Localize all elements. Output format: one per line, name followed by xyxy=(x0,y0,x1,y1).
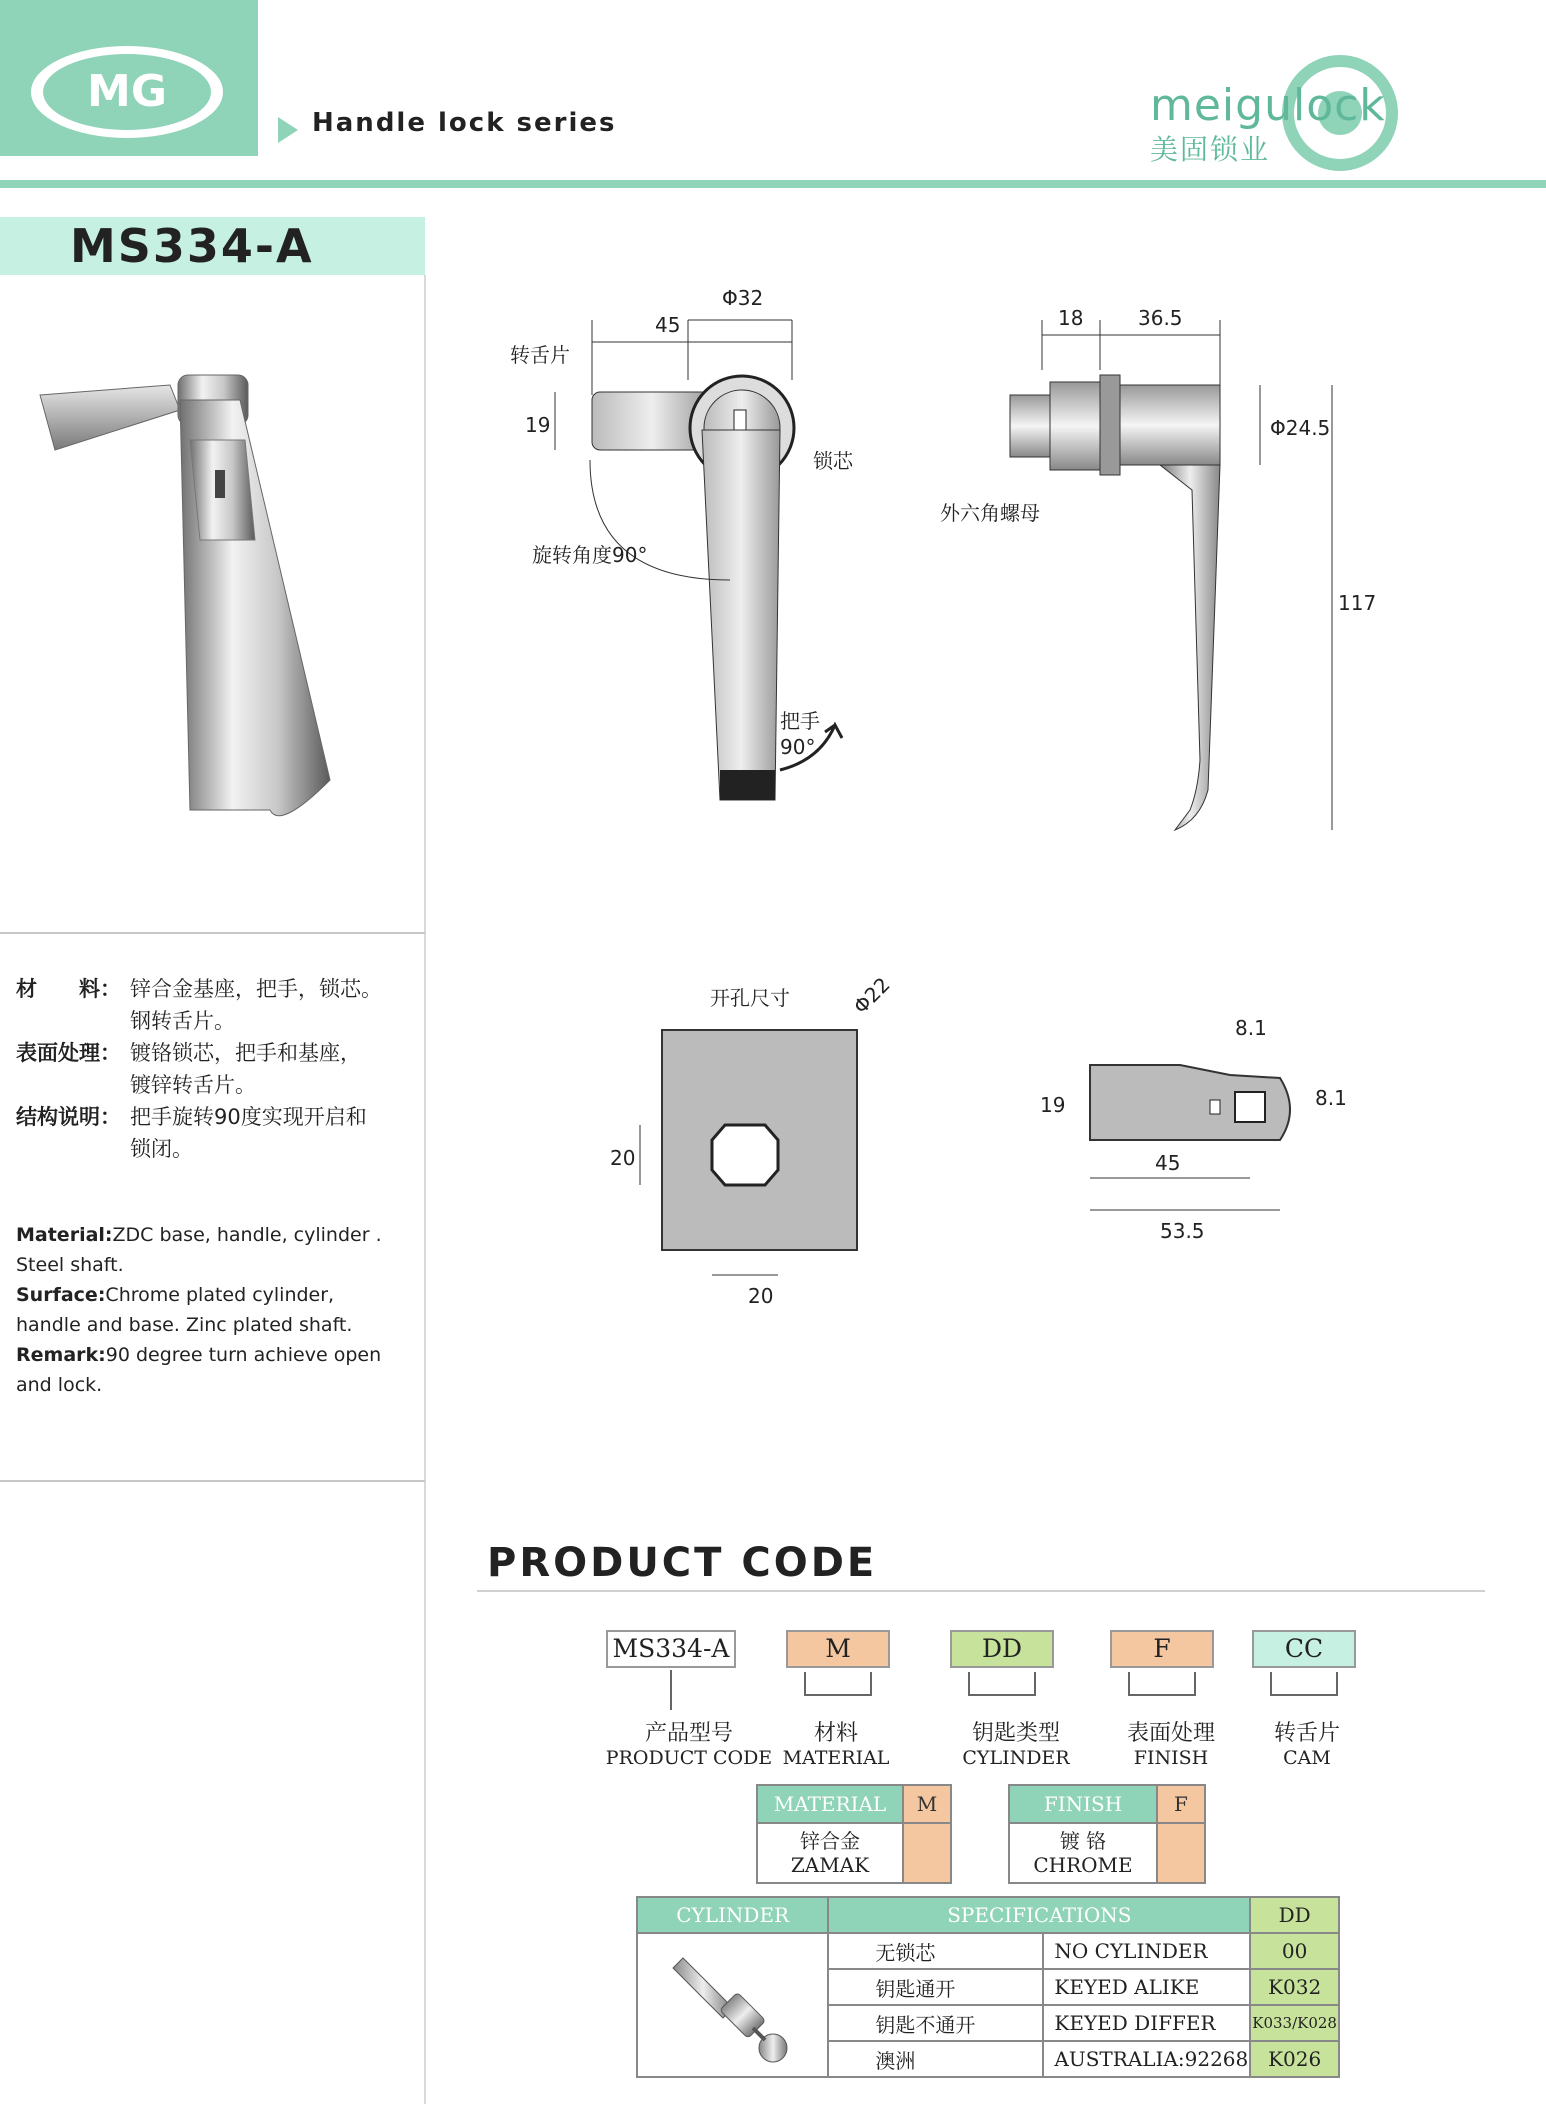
side-view-drawing xyxy=(940,290,1377,850)
column-divider xyxy=(424,275,426,2104)
table-cell: KEYED DIFFER xyxy=(1043,2005,1250,2041)
table-header: MATERIAL xyxy=(757,1785,903,1823)
cutout-drawing xyxy=(600,972,900,1315)
spec-label: Remark: xyxy=(16,1344,106,1366)
table-cell: 锌合金 ZAMAK xyxy=(757,1823,903,1883)
series-title: Handle lock series xyxy=(312,108,617,138)
dim-label: 18 xyxy=(1058,306,1084,330)
bracket xyxy=(1128,1672,1196,1696)
dim-label: 45 xyxy=(655,313,681,337)
brand-logo xyxy=(1140,50,1440,175)
dim-label: Φ22 xyxy=(848,972,895,1019)
cam-drawing xyxy=(1030,1010,1360,1250)
table-cell: K026 xyxy=(1250,2041,1339,2077)
dim-label: Φ24.5 xyxy=(1270,416,1331,440)
spec-line: 锌合金基座，把手，锁芯。 xyxy=(130,977,382,1001)
code-box-cylinder: DD xyxy=(950,1630,1054,1668)
table-header: SPECIFICATIONS xyxy=(828,1897,1250,1933)
code-box-model: MS334-A xyxy=(606,1630,736,1668)
table-header: FINISH xyxy=(1009,1785,1157,1823)
key-cylinder-image xyxy=(637,1933,828,2077)
dim-label: Φ32 xyxy=(722,286,764,310)
code-box-finish: F xyxy=(1110,1630,1214,1668)
spec-line: handle and base. Zinc plated shaft. xyxy=(16,1314,353,1336)
cam-label: 转舌片 xyxy=(510,343,570,367)
bracket xyxy=(1270,1672,1338,1696)
table-cell: NO CYLINDER xyxy=(1043,1933,1250,1969)
cylinder-table xyxy=(636,1896,1340,2078)
handle-label: 把手 xyxy=(780,709,820,733)
caption-cam: 转舌片 CAM xyxy=(1273,1721,1340,1769)
model-title: MS334-A xyxy=(70,219,314,273)
divider xyxy=(477,1590,1485,1592)
table-cell: 00 xyxy=(1250,1933,1339,1969)
mg-logo xyxy=(0,0,258,156)
spec-label: 材 料： xyxy=(16,977,121,1001)
table-cell xyxy=(1157,1823,1205,1883)
divider xyxy=(0,932,425,934)
front-view-drawing xyxy=(480,280,910,840)
table-cell: 澳洲 xyxy=(828,2041,1043,2077)
spec-line: 锁闭。 xyxy=(130,1137,193,1161)
dim-label: 8.1 xyxy=(1315,1086,1347,1110)
logo-text: MG xyxy=(87,66,167,117)
spec-label: 结构说明： xyxy=(16,1105,121,1129)
dim-label: 19 xyxy=(1040,1093,1066,1117)
triangle-icon xyxy=(278,117,298,143)
spec-line: 钢转舌片。 xyxy=(130,1009,235,1033)
cylinder-label: 锁芯 xyxy=(813,449,853,473)
caption-cylinder: 钥匙类型 CYLINDER xyxy=(962,1721,1070,1769)
logo-panel xyxy=(0,0,258,156)
brand-name-cn: 美固锁业 xyxy=(1150,133,1271,166)
product-photo xyxy=(30,340,380,840)
spec-line: 90 degree turn achieve open xyxy=(105,1344,382,1366)
table-cell xyxy=(903,1823,951,1883)
bracket xyxy=(804,1672,872,1696)
table-header-code: M xyxy=(903,1785,951,1823)
spec-line: Steel shaft. xyxy=(16,1254,124,1276)
caption-finish: 表面处理 FINISH xyxy=(1126,1721,1215,1769)
spec-en xyxy=(16,1220,416,1400)
dim-label: 53.5 xyxy=(1160,1219,1205,1243)
table-header-code: F xyxy=(1157,1785,1205,1823)
material-table xyxy=(756,1784,952,1884)
code-box-material: M xyxy=(786,1630,890,1668)
dim-label: 36.5 xyxy=(1138,306,1183,330)
table-header: CYLINDER xyxy=(637,1897,828,1933)
spec-line: 把手旋转90度实现开启和 xyxy=(130,1105,367,1129)
spec-line: ZDC base, handle, cylinder . xyxy=(112,1224,382,1246)
spec-line: 镀铬锁芯，把手和基座， xyxy=(130,1041,361,1065)
dim-label: 117 xyxy=(1338,591,1377,615)
table-cell: 无锁芯 xyxy=(828,1933,1043,1969)
table-cell: 钥匙通开 xyxy=(828,1969,1043,2005)
caption-model: 产品型号 PRODUCT CODE xyxy=(605,1721,773,1769)
dim-label: 19 xyxy=(525,413,551,437)
caption-material: 材料 MATERIAL xyxy=(782,1721,890,1769)
table-cell: K032 xyxy=(1250,1969,1339,2005)
spec-line: and lock. xyxy=(16,1374,103,1396)
table-cell: KEYED ALIKE xyxy=(1043,1969,1250,2005)
spec-label: 表面处理： xyxy=(16,1041,121,1065)
finish-table xyxy=(1008,1784,1206,1884)
table-cell: 钥匙不通开 xyxy=(828,2005,1043,2041)
table-cell: K033/K028 xyxy=(1250,2005,1339,2041)
table-cell: AUSTRALIA:92268 xyxy=(1043,2041,1250,2077)
spec-label: Surface: xyxy=(16,1284,106,1306)
dim-label: 45 xyxy=(1155,1151,1181,1175)
dim-label: 20 xyxy=(610,1146,636,1170)
spec-line: Chrome plated cylinder, xyxy=(105,1284,335,1306)
nut-label: 外六角螺母 xyxy=(940,501,1040,525)
connector xyxy=(670,1670,672,1710)
header-rule xyxy=(0,180,1546,188)
table-cell: 镀 铬 CHROME xyxy=(1009,1823,1157,1883)
bracket xyxy=(968,1672,1036,1696)
product-code-title: PRODUCT CODE xyxy=(487,1540,878,1586)
spec-line: 镀锌转舌片。 xyxy=(130,1073,256,1097)
dim-label: 8.1 xyxy=(1235,1016,1267,1040)
key-icon xyxy=(663,1938,803,2068)
cutout-title: 开孔尺寸 xyxy=(710,986,790,1010)
code-box-cam: CC xyxy=(1252,1630,1356,1668)
spec-label: Material: xyxy=(16,1224,113,1246)
brand-name-en: meigulock xyxy=(1150,80,1386,131)
angle-label: 旋转角度90° xyxy=(532,543,648,567)
handle-angle-label: 90° xyxy=(780,735,816,759)
dim-label: 20 xyxy=(748,1284,774,1308)
divider xyxy=(0,1480,425,1482)
table-header-code: DD xyxy=(1250,1897,1339,1933)
